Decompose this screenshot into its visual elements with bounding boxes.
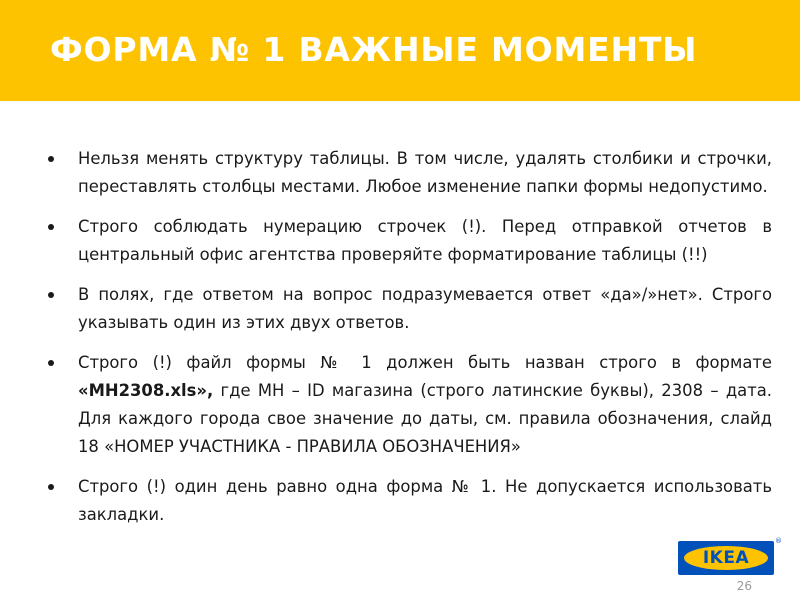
bullet-item xyxy=(46,281,772,337)
bullet-icon xyxy=(48,156,54,162)
bullet-text: В полях, где ответом на вопрос подразумевается ответ «да»/»нет». Строго указывать один из этих двух ответов. xyxy=(78,285,772,332)
logo-text: IKEA xyxy=(702,548,750,568)
bullet-text: Строго (!) один день равно одна форма № 1. Не допускается использовать закладки. xyxy=(78,477,772,524)
bullet-text: Нельзя менять структуру таблицы. В том числе, удалять столбики и строчки, переставлять столбцы местами. Любое изменение папки формы недопустимо. xyxy=(78,149,772,196)
bullet-icon xyxy=(48,224,54,230)
bullet-item xyxy=(46,145,772,201)
bullet-list xyxy=(46,145,772,541)
bullet-item xyxy=(46,473,772,529)
bullet-icon xyxy=(48,292,54,298)
title-banner xyxy=(0,0,800,101)
registered-mark: ® xyxy=(775,537,782,545)
bullet-item xyxy=(46,213,772,269)
bullet-icon xyxy=(48,484,54,490)
page-number: 26 xyxy=(736,579,752,593)
slide-title: ФОРМА № 1 ВАЖНЫЕ МОМЕНТЫ xyxy=(50,30,698,69)
bullet-icon xyxy=(48,360,54,366)
file-name-example: «MH2308.xls», xyxy=(78,381,214,400)
bullet-item xyxy=(46,349,772,461)
bullet-text-part: Строго (!) файл формы № 1 должен быть назван строго в формате xyxy=(78,353,772,372)
ikea-logo xyxy=(678,541,774,575)
bullet-text: Строго соблюдать нумерацию строчек (!). Перед отправкой отчетов в центральный офис агентства проверяйте форматирование таблицы (!!) xyxy=(78,217,772,264)
bullet-text-part: где МН – ID магазина (строго латинские буквы), 2308 – дата. Для каждого города свое значение до даты, см. правила обозначения, слайд 18 «НОМЕР УЧАСТНИКА - ПРАВИЛА ОБОЗНАЧЕНИЯ» xyxy=(78,381,772,456)
